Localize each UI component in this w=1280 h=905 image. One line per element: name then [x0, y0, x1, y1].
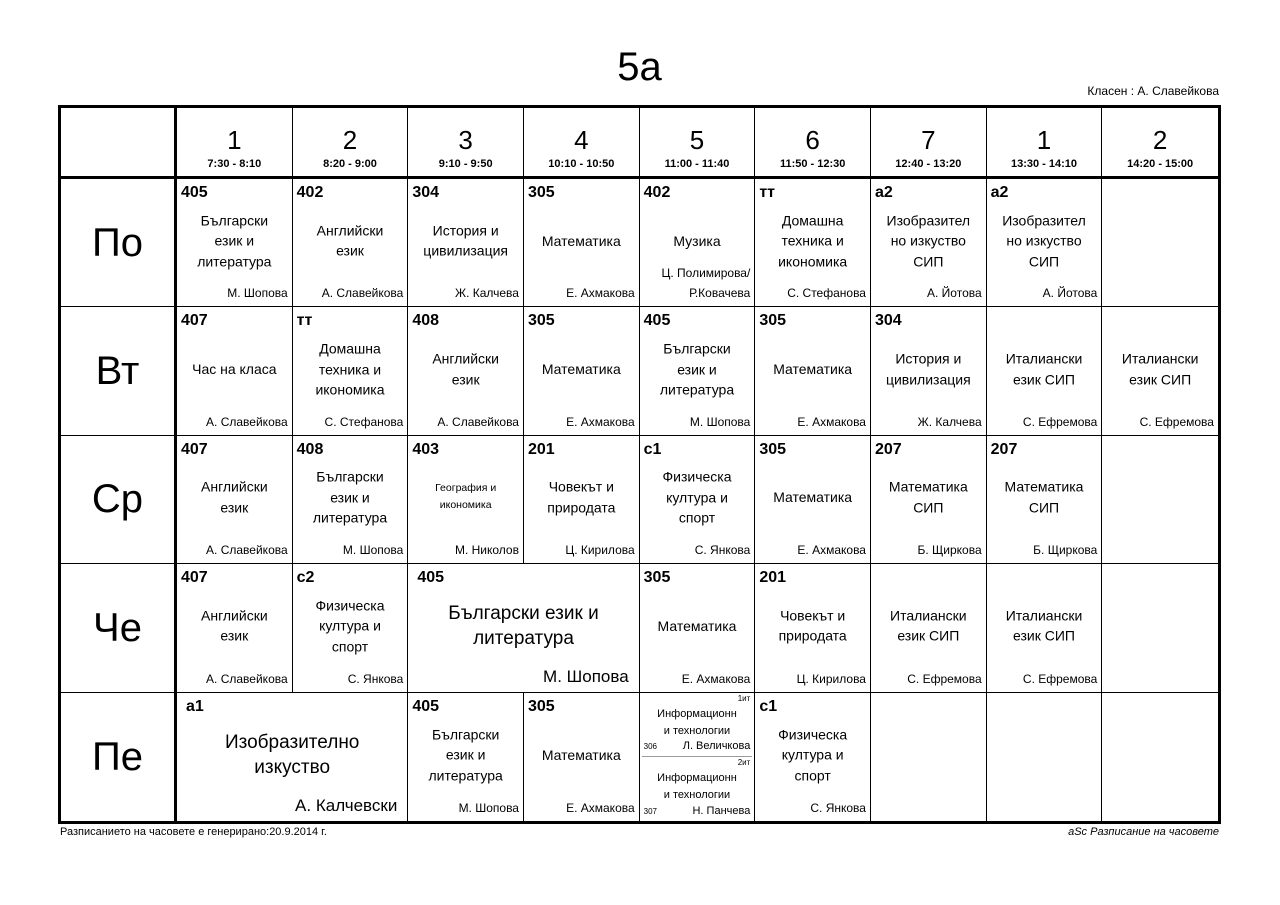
room-number: 405: [412, 697, 440, 715]
lesson-cell: [871, 179, 987, 307]
teacher-name: С. Янкова: [694, 543, 751, 558]
subject-name: Математика: [541, 360, 621, 377]
lesson-cell: [524, 693, 640, 821]
teacher-name: А. Йотова: [1042, 286, 1098, 301]
subject-name: Български език и литература: [659, 340, 735, 398]
header-corner: [61, 108, 177, 179]
period-number: 1: [1036, 125, 1052, 155]
subject-name: Час на класа: [192, 360, 277, 377]
teacher-name: М. Шопова: [543, 666, 629, 686]
room-number: 304: [874, 312, 902, 330]
teacher-name: Б. Щиркова: [917, 543, 982, 558]
room-number: 405: [181, 184, 208, 201]
teacher-name: А. Калчевски: [295, 795, 398, 815]
room-number: 201: [759, 569, 787, 587]
period-time: 10:10 - 10:50: [548, 158, 615, 170]
subject-name: Английски език: [201, 478, 268, 516]
group-label: 1ит: [737, 693, 751, 703]
teacher-name: М. Шопова: [689, 414, 751, 429]
lesson-cell: [755, 179, 871, 307]
teacher-name: Ж. Калчева: [917, 414, 982, 429]
teacher-name: Ж. Калчева: [454, 286, 519, 301]
group-label: 2ит: [737, 757, 751, 767]
generated-note: Разписанието на часовете е генерирано:20.9.2014 г.: [60, 826, 327, 838]
teacher-name: Е. Ахмакова: [797, 543, 866, 558]
teacher-name: А. Йотова: [927, 286, 982, 301]
room-number: а2: [990, 184, 1009, 201]
subject-name: Математика: [657, 617, 737, 634]
teacher-name: Е. Ахмакова: [681, 671, 751, 686]
lesson-cell: [987, 564, 1103, 692]
teacher-name: Е. Ахмакова: [566, 800, 635, 815]
lesson-cell: [640, 179, 756, 307]
subject-name: История и цивилизация: [885, 350, 971, 388]
room-number: 402: [643, 184, 671, 201]
period-number: 4: [574, 125, 589, 155]
subject-name: Български език и литература: [312, 468, 388, 526]
room-number: а2: [874, 184, 893, 201]
teacher-name: Е. Ахмакова: [797, 414, 866, 429]
lesson-cell: [177, 307, 293, 435]
room-number: 305: [527, 312, 555, 330]
lesson-cell: [640, 564, 756, 692]
lesson-cell: [408, 307, 524, 435]
period-header: [755, 108, 871, 179]
room-number: 305: [527, 184, 555, 201]
room-number: 304: [412, 184, 440, 201]
day-label: Ср: [61, 436, 177, 564]
subject-name: Информационн и технологии: [657, 707, 737, 737]
room-number: 305: [759, 440, 787, 458]
room-number: 307: [643, 806, 658, 816]
subject-name: Математика: [773, 360, 853, 377]
period-header: [177, 108, 293, 179]
lesson-cell: [177, 179, 293, 307]
teacher-name: А. Славейкова: [321, 286, 404, 301]
room-number: 402: [296, 184, 324, 201]
teacher-name: С. Ефремова: [1022, 414, 1098, 429]
room-number: тт: [759, 184, 775, 201]
teacher-name: А. Славейкова: [206, 671, 288, 686]
period-header: [871, 108, 987, 179]
teacher-name: Ц. Полимирова/ Р.Ковачева: [661, 266, 751, 301]
lesson-cell: [755, 436, 871, 564]
lesson-cell: [408, 179, 524, 307]
lesson-cell: [755, 564, 871, 692]
period-header: [1102, 108, 1218, 179]
lesson-cell: [640, 436, 756, 564]
room-number: 207: [874, 440, 902, 458]
subject-name: Български език и литература: [448, 602, 599, 649]
empty-cell: [1102, 693, 1218, 821]
room-number: с1: [643, 440, 662, 458]
period-number: 6: [805, 125, 820, 155]
subject-name: Физическа култура и спорт: [662, 468, 732, 526]
room-number: 403: [412, 440, 440, 458]
period-time: 11:00 - 11:40: [664, 158, 730, 170]
teacher-name: С. Ефремова: [907, 671, 982, 686]
teacher-name: С. Янкова: [810, 800, 866, 815]
period-header: [987, 108, 1103, 179]
lesson-cell: [987, 307, 1103, 435]
period-header: [293, 108, 409, 179]
lesson-cell: [293, 564, 409, 692]
period-time: 9:10 - 9:50: [438, 158, 493, 170]
subject-name: Музика: [673, 232, 721, 249]
teacher-name: С. Ефремова: [1139, 414, 1214, 429]
subject-name: Математика СИП: [888, 478, 968, 516]
period-time: 14:20 - 15:00: [1127, 158, 1194, 170]
teacher-name: М. Шопова: [458, 800, 519, 815]
subject-name: Италиански език СИП: [1121, 350, 1199, 388]
subject-name: Английски език: [316, 222, 384, 259]
teacher-name: Е. Ахмакова: [566, 414, 635, 429]
teacher-name: М. Шопова: [227, 286, 288, 301]
teacher-name: А. Славейкова: [206, 543, 288, 558]
class-teacher: Класен : А. Славейкова: [1087, 84, 1219, 98]
lesson-cell: [293, 436, 409, 564]
teacher-name: Ц. Кирилова: [565, 543, 635, 558]
subject-name: Физическа култура и спорт: [315, 597, 385, 655]
room-number: 305: [759, 312, 787, 330]
teacher-name: Л. Величкова: [682, 739, 751, 752]
room-number: 207: [990, 440, 1018, 458]
lesson-cell: [871, 564, 987, 692]
subject-name: История и цивилизация: [423, 222, 509, 259]
lesson-cell: [640, 307, 756, 435]
lesson-cell: [293, 179, 409, 307]
subject-name: Домашна техника и икономика: [315, 340, 385, 398]
day-label: Вт: [61, 307, 177, 435]
lesson-cell: [524, 179, 640, 307]
subject-name: Италиански език СИП: [890, 607, 967, 644]
app-brand: aSc Разписание на часовете: [1068, 826, 1219, 838]
period-number: 3: [458, 125, 473, 155]
room-number: а1: [186, 697, 204, 715]
teacher-name: Ц. Кирилова: [796, 671, 866, 686]
lesson-cell: [755, 693, 871, 821]
subject-name: Изобразител но изкуство СИП: [886, 211, 971, 269]
day-label: Пе: [61, 693, 177, 821]
double-lesson-cell: [177, 693, 408, 821]
subject-name: Математика: [541, 232, 621, 249]
room-number: 407: [181, 440, 208, 458]
room-number: с2: [296, 569, 315, 587]
period-header: [408, 108, 524, 179]
teacher-name: С. Стефанова: [787, 286, 866, 301]
subject-name: Италиански език СИП: [1005, 350, 1083, 388]
lesson-cell: [871, 436, 987, 564]
period-time: 11:50 - 12:30: [779, 158, 846, 170]
teacher-name: С. Ефремова: [1022, 671, 1098, 686]
room-number: 407: [181, 569, 208, 587]
teacher-name: С. Янкова: [347, 671, 404, 686]
page-title: 5а: [617, 45, 662, 89]
subject-name: Човекът и природата: [547, 478, 616, 516]
period-number: 7: [921, 125, 936, 155]
subject-name: Английски език: [432, 350, 499, 388]
lesson-cell: [177, 564, 293, 692]
period-number: 1: [227, 125, 242, 155]
period-time: 7:30 - 8:10: [207, 158, 262, 170]
room-number: 408: [296, 440, 324, 458]
room-number: 407: [181, 312, 208, 330]
period-number: 5: [689, 125, 705, 155]
teacher-name: М. Шопова: [342, 543, 404, 558]
period-number: 2: [342, 125, 358, 155]
room-number: 305: [643, 569, 671, 587]
subject-name: Домашна техника и икономика: [778, 211, 848, 269]
subject-name: Физическа култура и спорт: [778, 726, 848, 784]
period-header: [524, 108, 640, 179]
room-number: 201: [527, 440, 555, 458]
double-lesson-cell: [408, 564, 639, 692]
subject-name: Информационн и технологии: [657, 771, 737, 801]
group-block: [642, 693, 753, 757]
teacher-name: С. Стефанова: [324, 414, 404, 429]
subject-name: Италиански език СИП: [1005, 607, 1083, 644]
lesson-cell: [524, 436, 640, 564]
lesson-cell: [177, 436, 293, 564]
lesson-cell: [408, 693, 524, 821]
room-number: тт: [296, 312, 313, 330]
group-block: [642, 757, 753, 821]
subject-name: Изобразител но изкуство СИП: [1002, 211, 1086, 269]
day-label: Че: [61, 564, 177, 692]
subject-name: Български език и литература: [428, 726, 503, 784]
subject-name: Английски език: [201, 607, 268, 644]
teacher-name: Б. Щиркова: [1033, 543, 1098, 558]
teacher-name: Е. Ахмакова: [566, 286, 635, 301]
teacher-name: А. Славейкова: [437, 414, 519, 429]
lesson-cell: [755, 307, 871, 435]
lesson-cell: [987, 179, 1103, 307]
teacher-name: А. Славейкова: [206, 414, 288, 429]
room-number: 306: [643, 741, 658, 751]
teacher-name: Н. Панчева: [692, 804, 751, 817]
lesson-cell: [408, 436, 524, 564]
day-label: По: [61, 179, 177, 307]
period-header: [640, 108, 756, 179]
lesson-cell: [524, 307, 640, 435]
room-number: 305: [527, 697, 555, 715]
lesson-cell: [293, 307, 409, 435]
period-time: 13:30 - 14:10: [1010, 158, 1078, 170]
lesson-cell: [987, 436, 1103, 564]
lesson-cell: [871, 307, 987, 435]
empty-cell: [1102, 564, 1218, 692]
timetable: [58, 105, 1221, 824]
empty-cell: [1102, 179, 1218, 307]
subject-name: Български език и литература: [197, 211, 272, 269]
room-number: 405: [417, 569, 445, 587]
period-time: 12:40 - 13:20: [895, 158, 962, 170]
empty-cell: [987, 693, 1103, 821]
lesson-cell: [1102, 307, 1218, 435]
split-lesson-cell: [640, 693, 756, 821]
empty-cell: [1102, 436, 1218, 564]
period-time: 8:20 - 9:00: [323, 158, 377, 170]
subject-name: Изобразително изкуство: [224, 731, 360, 778]
room-number: 408: [412, 312, 440, 330]
subject-name: Математика СИП: [1004, 478, 1084, 516]
room-number: 405: [643, 312, 671, 330]
subject-name: Математика: [773, 489, 853, 506]
empty-cell: [871, 693, 987, 821]
period-number: 2: [1152, 125, 1168, 155]
subject-name: Математика: [541, 746, 621, 763]
room-number: с1: [759, 697, 778, 715]
subject-name: Човекът и природата: [778, 607, 847, 644]
teacher-name: М. Николов: [454, 543, 519, 558]
subject-name: География и икономика: [435, 482, 497, 512]
